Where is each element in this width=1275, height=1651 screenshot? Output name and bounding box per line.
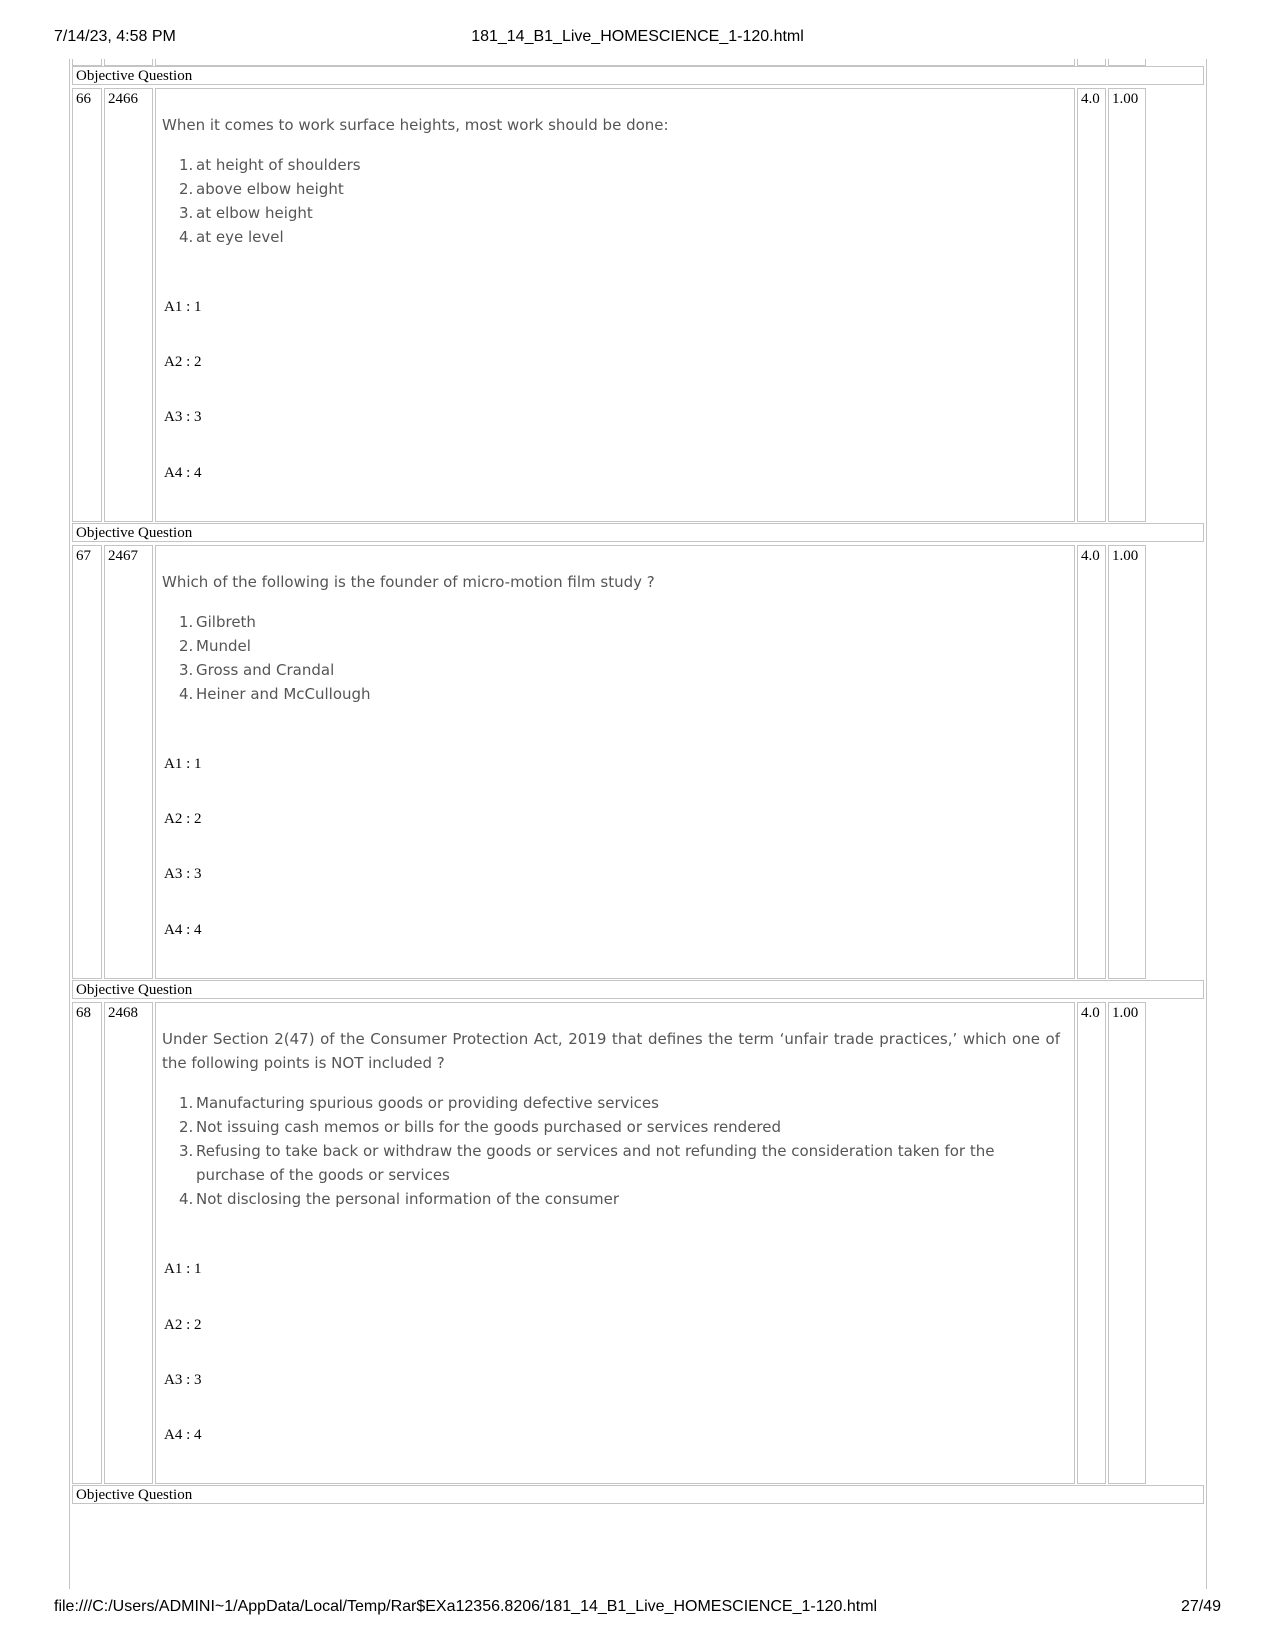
question-sheet <box>69 59 1207 1589</box>
option-number: 3. <box>179 1142 194 1160</box>
option-number: 2. <box>179 637 194 655</box>
option-number: 3. <box>179 204 194 222</box>
option-number: 4. <box>179 228 194 246</box>
answer-option: A1 : 1 <box>164 299 202 315</box>
answer-option: A4 : 4 <box>164 465 202 481</box>
option-text: at eye level <box>196 228 284 246</box>
option-item <box>179 682 1060 706</box>
option-text: Not disclosing the personal information of the consumer <box>196 1190 620 1208</box>
options-list <box>179 153 1060 249</box>
option-text: Manufacturing spurious goods or providing defective services <box>196 1094 659 1112</box>
question-row <box>72 545 1204 979</box>
print-header <box>0 28 1275 52</box>
option-number: 1. <box>179 1094 194 1112</box>
question-id: 2467 <box>104 545 153 979</box>
option-number: 3. <box>179 661 194 679</box>
serial-number: 68 <box>72 1002 102 1484</box>
options-list <box>179 1091 1060 1211</box>
negative-marks: 1.00 <box>1108 88 1146 522</box>
answer-option: A3 : 3 <box>164 866 202 882</box>
option-item <box>179 1187 1060 1211</box>
document-title: 181_14_B1_Live_HOMESCIENCE_1-120.html <box>471 28 804 45</box>
question-type-label: Objective Question <box>72 980 1204 999</box>
question-type-label: Objective Question <box>72 66 1204 85</box>
option-text: Not issuing cash memos or bills for the goods purchased or services rendered <box>196 1118 782 1136</box>
option-item <box>179 634 1060 658</box>
marks: 4.0 <box>1077 88 1106 522</box>
option-number: 1. <box>179 156 194 174</box>
question-body <box>155 545 1075 979</box>
answer-option: A2 : 2 <box>164 811 202 827</box>
serial-number: 67 <box>72 545 102 979</box>
option-text: above elbow height <box>196 180 344 198</box>
option-item <box>179 177 1060 201</box>
question-text: Under Section 2(47) of the Consumer Protection Act, 2019 that defines the term ‘unfair trade practices,’ which one of the following points is NOT included ? <box>162 1030 1060 1072</box>
option-item <box>179 1091 1060 1115</box>
option-number: 1. <box>179 613 194 631</box>
marks: 4.0 <box>1077 1002 1106 1484</box>
question-body <box>155 88 1075 522</box>
option-text: Gross and Crandal <box>196 661 335 679</box>
marks: 4.0 <box>1077 545 1106 979</box>
option-number: 4. <box>179 685 194 703</box>
negative-marks: 1.00 <box>1108 1002 1146 1484</box>
question-type-label: Objective Question <box>72 1485 1204 1504</box>
option-number: 2. <box>179 1118 194 1136</box>
option-item <box>179 225 1060 249</box>
page-number: 27/49 <box>1180 1598 1221 1615</box>
answer-option: A1 : 1 <box>164 756 202 772</box>
option-item <box>179 153 1060 177</box>
file-path: file:///C:/Users/ADMINI~1/AppData/Local/Temp/Rar$EXa12356.8206/181_14_B1_Live_HOMESCIENCE_1-120.html <box>54 1598 878 1615</box>
option-item <box>179 1115 1060 1139</box>
print-datetime: 7/14/23, 4:58 PM <box>54 28 176 45</box>
option-text: Mundel <box>196 637 251 655</box>
answer-option: A4 : 4 <box>164 922 202 938</box>
option-item <box>179 610 1060 634</box>
option-number: 4. <box>179 1190 194 1208</box>
answer-option: A2 : 2 <box>164 1317 202 1333</box>
question-id: 2466 <box>104 88 153 522</box>
question-type-label: Objective Question <box>72 523 1204 542</box>
print-footer <box>0 1598 1275 1622</box>
question-row <box>72 1002 1204 1484</box>
option-text: at height of shoulders <box>196 156 361 174</box>
option-text: Gilbreth <box>196 613 256 631</box>
answer-option: A1 : 1 <box>164 1261 202 1277</box>
answer-option: A3 : 3 <box>164 1372 202 1388</box>
question-id: 2468 <box>104 1002 153 1484</box>
negative-marks: 1.00 <box>1108 545 1146 979</box>
option-text: Heiner and McCullough <box>196 685 371 703</box>
question-text: When it comes to work surface heights, most work should be done: <box>162 116 669 134</box>
option-item <box>179 1139 1060 1187</box>
option-number: 2. <box>179 180 194 198</box>
question-body <box>155 1002 1075 1484</box>
options-list <box>179 610 1060 706</box>
answer-option: A4 : 4 <box>164 1427 202 1443</box>
question-row <box>72 88 1204 522</box>
question-text: Which of the following is the founder of micro-motion film study ? <box>162 573 655 591</box>
option-text: Refusing to take back or withdraw the goods or services and not refunding the consideration taken for the purchase of the goods or services <box>196 1142 995 1184</box>
option-text: at elbow height <box>196 204 313 222</box>
serial-number: 66 <box>72 88 102 522</box>
option-item <box>179 201 1060 225</box>
answer-option: A3 : 3 <box>164 409 202 425</box>
option-item <box>179 658 1060 682</box>
answer-option: A2 : 2 <box>164 354 202 370</box>
